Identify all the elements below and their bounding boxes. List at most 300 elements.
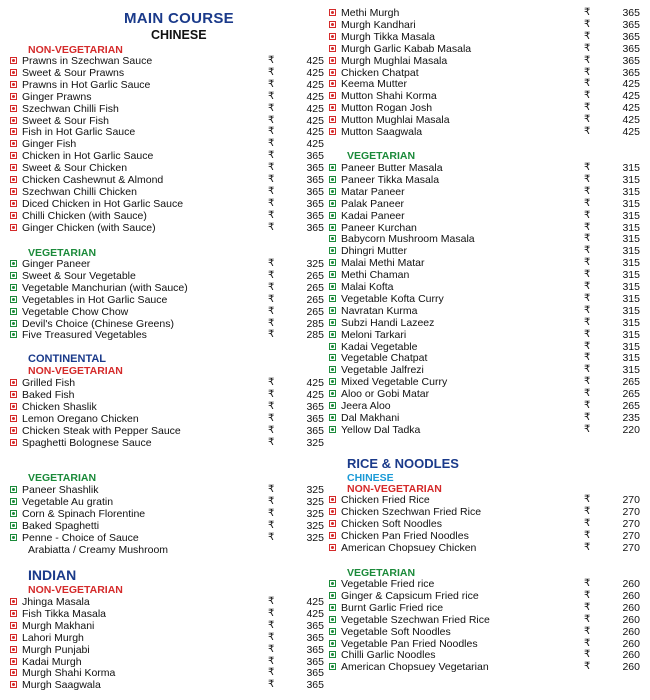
nonveg-symbol-icon [10, 646, 17, 653]
veg-symbol-icon [329, 604, 336, 611]
menu-item [10, 103, 326, 115]
item-price: 425 [622, 102, 640, 115]
item-price: 425 [306, 377, 324, 389]
rupee-symbol: ₹ [584, 245, 591, 257]
menu-item [329, 341, 642, 353]
rupee-symbol: ₹ [584, 649, 591, 661]
item-price: 425 [622, 126, 640, 138]
continental-veg-label: VEGETARIAN [28, 472, 97, 484]
rupee-symbol: ₹ [584, 388, 591, 400]
item-name: Szechwan Chilli Chicken [22, 185, 137, 198]
menu-item [329, 210, 642, 222]
rupee-symbol: ₹ [584, 423, 591, 435]
rupee-symbol: ₹ [268, 679, 275, 691]
menu-item [329, 114, 642, 126]
menu-item [10, 644, 326, 656]
rupee-symbol: ₹ [268, 655, 275, 667]
nonveg-symbol-icon [329, 57, 336, 64]
item-price: 365 [306, 162, 324, 175]
veg-symbol-icon [10, 498, 17, 505]
item-name: Dal Makhani [341, 411, 400, 424]
veg-symbol-icon [329, 224, 336, 231]
item-name: Grilled Fish [22, 377, 76, 389]
item-price: 315 [622, 352, 640, 365]
menu-item [329, 257, 642, 269]
rupee-symbol: ₹ [584, 233, 591, 245]
item-price: 425 [306, 126, 324, 139]
item-name: Vegetable Chow Chow [22, 305, 129, 318]
menu-item [10, 632, 326, 644]
rupee-symbol: ₹ [584, 42, 591, 54]
item-name: Vegetable Manchurian (with Sauce) [22, 281, 188, 294]
item-price: 270 [622, 541, 640, 554]
item-name: Five Treasured Vegetables [22, 329, 147, 342]
rupee-symbol: ₹ [584, 30, 591, 42]
rupee-symbol: ₹ [268, 185, 275, 197]
menu-item [329, 198, 642, 210]
item-name: Malai Kofta [341, 281, 394, 293]
menu-item [10, 532, 326, 544]
item-price: 365 [306, 197, 324, 210]
rupee-symbol: ₹ [584, 269, 591, 281]
page-title: MAIN COURSE [124, 10, 234, 27]
veg-symbol-icon [10, 510, 17, 517]
menu-item [329, 626, 642, 638]
item-price: 365 [306, 424, 324, 437]
item-price: 365 [306, 185, 324, 198]
nonveg-symbol-icon [10, 188, 17, 195]
item-price: 315 [622, 316, 640, 329]
item-price: 260 [622, 613, 640, 626]
item-name: Penne - Choice of Sauce [22, 531, 139, 544]
menu-item [10, 294, 326, 306]
nonveg-symbol-icon [10, 379, 17, 386]
item-name: Lahori Murgh [22, 631, 84, 644]
menu-item [329, 530, 642, 542]
item-name: Vegetable Chatpat [341, 352, 428, 365]
item-price: 365 [306, 150, 324, 163]
menu-item [10, 282, 326, 294]
item-name: Keema Mutter [341, 78, 407, 91]
item-name: Paneer Tikka Masala [341, 173, 440, 186]
rupee-symbol: ₹ [268, 596, 275, 607]
menu-item [10, 318, 326, 330]
item-price: 425 [306, 90, 324, 103]
item-name: Yellow Dal Tadka [341, 423, 421, 436]
item-name: Jeera Aloo [341, 400, 391, 412]
veg-symbol-icon [329, 331, 336, 338]
item-name: Subzi Handi Lazeez [341, 316, 435, 329]
nonveg-symbol-icon [10, 81, 17, 88]
nonveg-symbol-icon [329, 9, 336, 16]
rupee-symbol: ₹ [584, 257, 591, 269]
item-name: Murgh Saagwala [22, 679, 101, 692]
item-name: Prawns in Szechwan Sauce [22, 55, 153, 67]
item-price: 365 [622, 18, 640, 31]
veg-symbol-icon [329, 651, 336, 658]
veg-symbol-icon [329, 188, 336, 195]
item-name: Ginger Fish [22, 138, 77, 151]
menu-item [10, 138, 326, 150]
menu-item [329, 638, 642, 650]
item-price: 285 [306, 317, 324, 330]
menu-item [10, 377, 326, 389]
rupee-symbol: ₹ [268, 424, 275, 436]
rupee-symbol: ₹ [584, 78, 591, 90]
item-price: 425 [622, 114, 640, 127]
menu-item [329, 126, 642, 138]
item-price: 270 [622, 517, 640, 530]
veg-symbol-icon [329, 259, 336, 266]
menu-item [329, 7, 642, 19]
item-name: Chicken in Hot Garlic Sauce [22, 150, 154, 163]
rupee-symbol: ₹ [584, 185, 591, 197]
menu-item [329, 174, 642, 186]
item-name: Chicken Pan Fried Noodles [341, 529, 469, 542]
item-name: Diced Chicken in Hot Garlic Sauce [22, 197, 184, 210]
item-price: 265 [306, 269, 324, 282]
rupee-symbol: ₹ [584, 411, 591, 423]
rupee-symbol: ₹ [268, 495, 275, 507]
veg-symbol-icon [329, 307, 336, 314]
item-name: Chicken Cashewnut & Almond [22, 174, 164, 186]
menu-item [329, 412, 642, 424]
rupee-symbol: ₹ [584, 7, 591, 18]
item-price: 365 [306, 643, 324, 656]
item-price: 425 [306, 102, 324, 115]
item-price: 425 [306, 607, 324, 620]
penne-continuation: Arabiatta / Creamy Mushroom [28, 544, 169, 556]
item-name: Vegetable Kofta Curry [341, 292, 444, 305]
nonveg-symbol-icon [329, 92, 336, 99]
item-price: 315 [622, 245, 640, 258]
menu-item [329, 245, 642, 257]
menu-item [10, 162, 326, 174]
rupee-symbol: ₹ [268, 607, 275, 619]
item-name: Sweet & Sour Chicken [22, 162, 128, 175]
item-price: 315 [622, 185, 640, 198]
rupee-symbol: ₹ [268, 197, 275, 209]
item-price: 325 [306, 507, 324, 520]
nonveg-symbol-icon [329, 21, 336, 28]
item-name: Malai Methi Matar [341, 257, 425, 270]
nonveg-symbol-icon [10, 403, 17, 410]
menu-item [329, 102, 642, 114]
rupee-symbol: ₹ [584, 162, 591, 173]
menu-item [10, 91, 326, 103]
rupee-symbol: ₹ [584, 316, 591, 328]
item-name: Aloo or Gobi Matar [341, 388, 430, 401]
item-price: 425 [306, 55, 324, 67]
rupee-symbol: ₹ [584, 517, 591, 529]
item-name: Mutton Saagwala [341, 126, 423, 138]
menu-item [329, 506, 642, 518]
menu-item [10, 79, 326, 91]
rice-nonveg-label: NON-VEGETARIAN [347, 483, 442, 495]
item-price: 325 [306, 258, 324, 270]
veg-symbol-icon [329, 402, 336, 409]
rupee-symbol: ₹ [268, 631, 275, 643]
veg-symbol-icon [329, 271, 336, 278]
item-name: Palak Paneer [341, 197, 405, 210]
menu-item [329, 233, 642, 245]
item-price: 425 [622, 78, 640, 91]
item-name: Vegetable Pan Fried Noodles [341, 637, 478, 650]
menu-item [10, 126, 326, 138]
item-price: 325 [306, 519, 324, 532]
nonveg-symbol-icon [329, 544, 336, 551]
item-name: Ginger Paneer [22, 258, 91, 270]
item-price: 315 [622, 328, 640, 341]
item-name: Chilli Chicken (with Sauce) [22, 209, 147, 222]
veg-symbol-icon [329, 378, 336, 385]
rupee-symbol: ₹ [268, 484, 275, 495]
veg-symbol-icon [329, 663, 336, 670]
menu-item [10, 186, 326, 198]
menu-item [329, 67, 642, 79]
item-price: 365 [622, 42, 640, 55]
veg-symbol-icon [10, 272, 17, 279]
veg-symbol-icon [329, 366, 336, 373]
nonveg-symbol-icon [10, 669, 17, 676]
rupee-symbol: ₹ [268, 174, 275, 185]
item-name: Vegetable Au gratin [22, 495, 114, 508]
veg-symbol-icon [329, 426, 336, 433]
veg-symbol-icon [329, 176, 336, 183]
rupee-symbol: ₹ [268, 377, 275, 388]
menu-item [10, 656, 326, 668]
nonveg-symbol-icon [10, 152, 17, 159]
nonveg-symbol-icon [10, 224, 17, 231]
item-price: 265 [306, 305, 324, 318]
nonveg-symbol-icon [329, 508, 336, 515]
menu-item [10, 413, 326, 425]
veg-symbol-icon [329, 592, 336, 599]
item-price: 315 [622, 364, 640, 377]
item-price: 365 [306, 631, 324, 644]
rupee-symbol: ₹ [584, 221, 591, 233]
item-price: 425 [622, 90, 640, 103]
item-price: 365 [306, 209, 324, 222]
item-name: Murgh Kandhari [341, 18, 416, 31]
item-name: Murgh Garlic Kabab Masala [341, 42, 472, 55]
item-price: 315 [622, 209, 640, 222]
item-name: Ginger Prawns [22, 90, 92, 103]
item-price: 365 [306, 655, 324, 668]
rupee-symbol: ₹ [268, 317, 275, 329]
item-price: 315 [622, 292, 640, 305]
item-name: Lemon Oregano Chicken [22, 412, 139, 425]
menu-item [329, 19, 642, 31]
item-price: 315 [622, 173, 640, 186]
rupee-symbol: ₹ [268, 412, 275, 424]
veg-symbol-icon [10, 534, 17, 541]
item-price: 425 [306, 78, 324, 91]
menu-item [10, 67, 326, 79]
item-name: Kadai Vegetable [341, 340, 418, 353]
nonveg-symbol-icon [10, 658, 17, 665]
rupee-symbol: ₹ [268, 138, 275, 150]
item-price: 365 [622, 66, 640, 79]
item-price: 260 [622, 637, 640, 650]
item-price: 270 [622, 505, 640, 518]
nonveg-symbol-icon [10, 634, 17, 641]
item-name: Baked Fish [22, 388, 75, 401]
item-price: 315 [622, 162, 640, 174]
rupee-symbol: ₹ [584, 625, 591, 637]
menu-item [10, 596, 326, 608]
item-name: Meloni Tarkari [341, 328, 407, 341]
nonveg-symbol-icon [10, 439, 17, 446]
item-name: Babycorn Mushroom Masala [341, 233, 475, 246]
item-price: 365 [306, 221, 324, 234]
item-price: 270 [622, 529, 640, 542]
veg-symbol-icon [329, 295, 336, 302]
item-name: Chicken Shaslik [22, 400, 97, 413]
rupee-symbol: ₹ [268, 388, 275, 400]
rupee-symbol: ₹ [268, 258, 275, 269]
menu-item [329, 43, 642, 55]
item-name: Murgh Mughlai Masala [341, 54, 448, 67]
rupee-symbol: ₹ [268, 667, 275, 679]
item-price: 260 [622, 649, 640, 662]
item-name: Kadai Paneer [341, 209, 405, 222]
item-name: Burnt Garlic Fried rice [341, 601, 444, 614]
menu-item [329, 590, 642, 602]
item-name: Vegetable Fried rice [341, 578, 435, 590]
rice-veg-label: VEGETARIAN [347, 567, 416, 579]
nonveg-symbol-icon [10, 57, 17, 64]
nonveg-symbol-icon [10, 164, 17, 171]
nonveg-symbol-icon [10, 415, 17, 422]
item-price: 265 [306, 281, 324, 294]
rupee-symbol: ₹ [268, 114, 275, 126]
item-name: Baked Spaghetti [22, 519, 100, 532]
item-name: Corn & Spinach Florentine [22, 507, 146, 520]
item-price: 315 [622, 233, 640, 246]
menu-item [10, 484, 326, 496]
menu-item [329, 90, 642, 102]
rupee-symbol: ₹ [584, 352, 591, 364]
menu-item [329, 162, 642, 174]
menu-item [10, 401, 326, 413]
indian-nonveg-label: NON-VEGETARIAN [28, 584, 123, 596]
item-name: Mutton Rogan Josh [341, 102, 433, 115]
item-price: 325 [306, 495, 324, 508]
item-price: 325 [306, 484, 324, 496]
rupee-symbol: ₹ [584, 589, 591, 601]
rupee-symbol: ₹ [268, 643, 275, 655]
menu-item [10, 389, 326, 401]
item-name: Spaghetti Bolognese Sauce [22, 436, 152, 449]
item-name: Murgh Makhani [22, 619, 95, 632]
item-name: Methi Murgh [341, 7, 400, 19]
rupee-symbol: ₹ [584, 304, 591, 316]
item-name: Chicken Steak with Pepper Sauce [22, 424, 181, 437]
menu-item [10, 115, 326, 127]
veg-symbol-icon [10, 522, 17, 529]
menu-item [329, 293, 642, 305]
menu-item [10, 508, 326, 520]
rupee-symbol: ₹ [268, 519, 275, 531]
rupee-symbol: ₹ [268, 305, 275, 317]
nonveg-symbol-icon [10, 391, 17, 398]
nonveg-symbol-icon [329, 520, 336, 527]
item-name: Vegetables in Hot Garlic Sauce [22, 293, 168, 306]
menu-item [10, 679, 326, 691]
item-name: Chicken Szechwan Fried Rice [341, 505, 482, 518]
item-name: Mutton Mughlai Masala [341, 114, 450, 127]
rupee-symbol: ₹ [584, 328, 591, 340]
item-price: 365 [306, 679, 324, 692]
rupee-symbol: ₹ [584, 601, 591, 613]
veg-symbol-icon [329, 390, 336, 397]
menu-item [10, 198, 326, 210]
rupee-symbol: ₹ [584, 114, 591, 126]
item-name: Matar Paneer [341, 185, 405, 198]
item-name: Prawns in Hot Garlic Sauce [22, 78, 151, 91]
rupee-symbol: ₹ [584, 173, 591, 185]
menu-item [10, 174, 326, 186]
rupee-symbol: ₹ [584, 18, 591, 30]
item-price: 315 [622, 304, 640, 317]
item-name: Sweet & Sour Prawns [22, 66, 125, 79]
nonveg-symbol-icon [10, 105, 17, 112]
item-name: Chilli Garlic Noodles [341, 649, 436, 662]
item-name: Szechwan Chilli Fish [22, 102, 119, 115]
veg-symbol-icon [329, 580, 336, 587]
item-name: American Chopsuey Chicken [341, 541, 477, 554]
menu-item [329, 614, 642, 626]
item-name: Jhinga Masala [22, 596, 90, 608]
menu-item [10, 270, 326, 282]
item-price: 365 [622, 30, 640, 43]
item-name: Vegetable Szechwan Fried Rice [341, 613, 490, 626]
veg-symbol-icon [10, 284, 17, 291]
menu-item [10, 425, 326, 437]
menu-item [329, 364, 642, 376]
item-name: Dhingri Mutter [341, 245, 407, 258]
menu-item [329, 518, 642, 530]
menu-item [10, 258, 326, 270]
menu-item [10, 608, 326, 620]
chinese-heading: CHINESE [151, 28, 207, 42]
menu-item [329, 602, 642, 614]
nonveg-symbol-icon [10, 176, 17, 183]
veg-symbol-icon [329, 640, 336, 647]
nonveg-symbol-icon [10, 69, 17, 76]
rupee-symbol: ₹ [268, 66, 275, 78]
rupee-symbol: ₹ [584, 281, 591, 292]
indian-heading: INDIAN [28, 567, 77, 583]
nonveg-symbol-icon [10, 93, 17, 100]
rupee-symbol: ₹ [584, 209, 591, 221]
menu-item [329, 542, 642, 554]
item-price: 265 [622, 400, 640, 412]
item-price: 365 [306, 174, 324, 186]
menu-item [329, 31, 642, 43]
rupee-symbol: ₹ [584, 494, 591, 505]
nonveg-symbol-icon [10, 128, 17, 135]
rupee-symbol: ₹ [584, 102, 591, 114]
veg-symbol-icon [10, 308, 17, 315]
veg-symbol-icon [329, 164, 336, 171]
menu-item [10, 437, 326, 449]
menu-item [329, 661, 642, 673]
rupee-symbol: ₹ [268, 531, 275, 543]
item-name: Sweet & Sour Vegetable [22, 269, 136, 282]
menu-item [329, 352, 642, 364]
